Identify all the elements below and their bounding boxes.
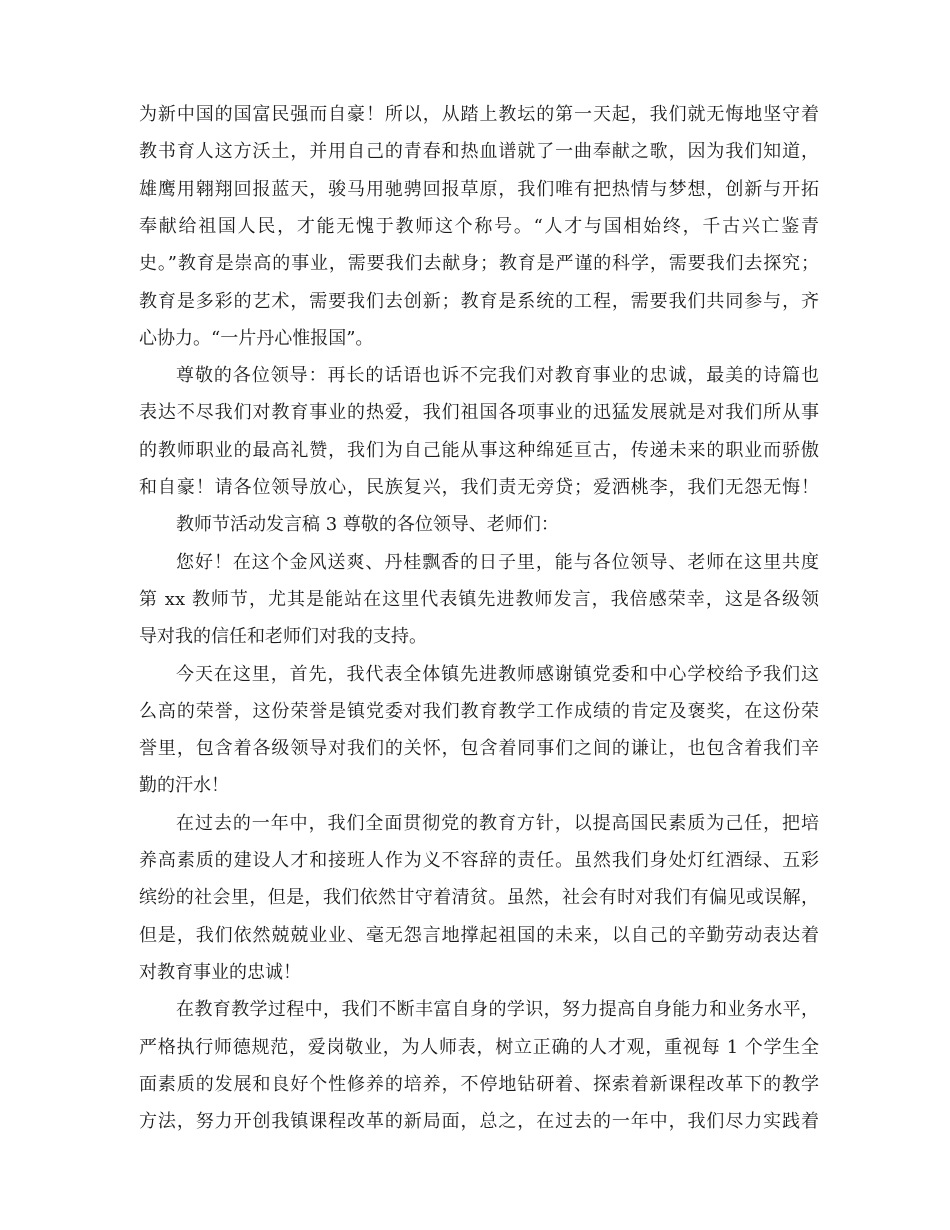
text-line: 缤纷的社会里，但是，我们依然甘守着清贫。虽然，社会有时对我们有偏见或误解， [139, 887, 819, 909]
text-line: 教师节活动发言稿 3 尊敬的各位领导、老师们： [176, 514, 559, 536]
text-line: 史。”教育是崇高的事业，需要我们去献身；教育是严谨的科学，需要我们去探究； [139, 253, 819, 275]
text-line: 和自豪！请各位领导放心，民族复兴，我们责无旁贷；爱洒桃李，我们无怨无悔！ [139, 477, 819, 498]
text-line: 养高素质的建设人才和接班人作为义不容辞的责任。虽然我们身处灯红酒绿、五彩 [139, 850, 819, 871]
text-line: 在过去的一年中，我们全面贯彻党的教育方针，以提高国民素质为己任，把培 [176, 812, 819, 834]
text-line: 在教育教学过程中，我们不断丰富自身的学识，努力提高自身能力和业务水平， [176, 999, 819, 1021]
text-line: 雄鹰用翱翔回报蓝天，骏马用驰骋回报草原，我们唯有把热情与梦想，创新与开拓 [139, 178, 819, 200]
text-line: 尊敬的各位领导：再长的话语也诉不完我们对教育事业的忠诚，最美的诗篇也 [176, 365, 819, 387]
text-line: 么高的荣誉，这份荣誉是镇党委对我们教育教学工作成绩的肯定及褒奖，在这份荣 [139, 700, 819, 722]
text-line: 表达不尽我们对教育事业的热爱，我们祖国各项事业的迅猛发展就是对我们所从事 [139, 402, 819, 424]
text-line: 誉里，包含着各级领导对我们的关怀，包含着同事们之间的谦让，也包含着我们辛 [139, 738, 819, 760]
text-line: 奉献给祖国人民，才能无愧于教师这个称号。“人才与国相始终，千古兴亡鉴青 [139, 215, 819, 237]
text-line: 为新中国的国富民强而自豪！所以，从踏上教坛的第一天起，我们就无悔地坚守着 [139, 104, 819, 125]
text-line: 对教育事业的忠诚！ [139, 961, 301, 983]
text-line: 您好！在这个金风送爽、丹桂飘香的日子里，能与各位领导、老师在这里共度 [176, 551, 819, 573]
text-line: 今天在这里，首先，我代表全体镇先进教师感谢镇党委和中心学校给予我们这 [176, 663, 819, 685]
text-line: 心协力。“一片丹心惟报国”。 [139, 327, 374, 349]
text-line: 导对我的信任和老师们对我的支持。 [139, 626, 427, 648]
text-line: 方法，努力开创我镇课程改革的新局面，总之，在过去的一年中，我们尽力实践着 [139, 1111, 819, 1133]
text-line: 勤的汗水！ [139, 775, 229, 797]
text-line: 教育是多彩的艺术，需要我们去创新；教育是系统的工程，需要我们共同参与，齐 [139, 290, 819, 312]
text-line: 教书育人这方沃土，并用自己的青春和热血谱就了一曲奉献之歌，因为我们知道， [139, 141, 819, 163]
text-line: 严格执行师德规范，爱岗敬业，为人师表，树立正确的人才观，重视每 1 个学生全 [139, 1036, 819, 1058]
text-line: 但是，我们依然兢兢业业、毫无怨言地撑起祖国的未来，以自己的辛勤劳动表达着 [139, 924, 819, 946]
text-line: 面素质的发展和良好个性修养的培养，不停地钻研着、探索着新课程改革下的教学 [139, 1073, 819, 1095]
text-line: 第 xx 教师节，尤其是能站在这里代表镇先进教师发言，我倍感荣幸，这是各级领 [139, 588, 819, 610]
text-line: 的教师职业的最高礼赞，我们为自己能从事这种绵延亘古，传递未来的职业而骄傲 [139, 439, 819, 461]
